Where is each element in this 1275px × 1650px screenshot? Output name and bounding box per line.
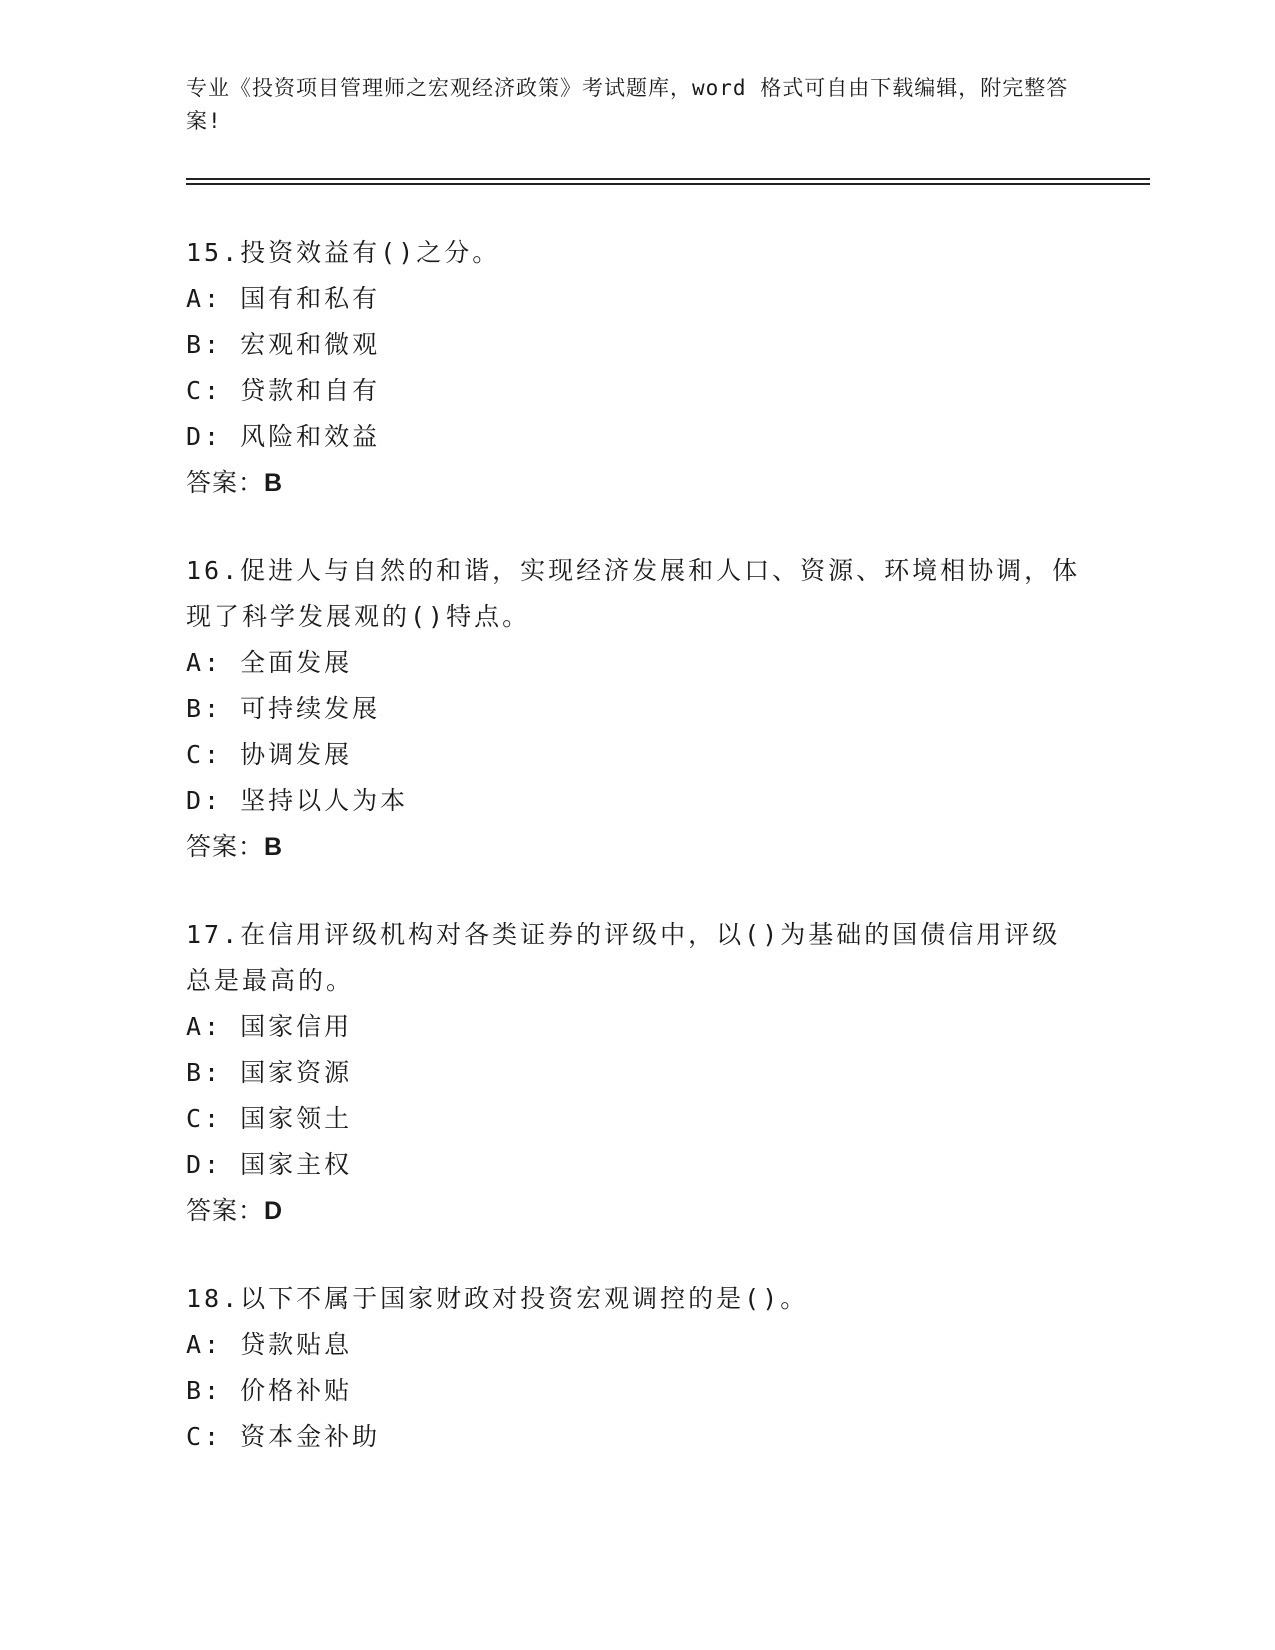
option-a: A: 贷款贴息 bbox=[186, 1330, 353, 1359]
option-c: C: 国家领土 bbox=[186, 1104, 353, 1133]
answer-value: D bbox=[264, 1197, 284, 1225]
option-c: C: 协调发展 bbox=[186, 740, 353, 769]
option-a: A: 全面发展 bbox=[186, 648, 353, 677]
option-c: C: 资本金补助 bbox=[186, 1422, 381, 1451]
option-a: A: 国家信用 bbox=[186, 1012, 353, 1041]
question-16 bbox=[186, 548, 1086, 870]
option-d: D: 国家主权 bbox=[186, 1150, 353, 1179]
question-stem: 17.在信用评级机构对各类证券的评级中，以()为基础的国债信用评级总是最高的。 bbox=[186, 920, 1061, 995]
option-c: C: 贷款和自有 bbox=[186, 376, 381, 405]
option-b: B: 国家资源 bbox=[186, 1058, 353, 1087]
option-b: B: 宏观和微观 bbox=[186, 330, 381, 359]
document-header bbox=[186, 72, 1086, 138]
answer-label: 答案： bbox=[186, 832, 265, 861]
answer-line bbox=[186, 1188, 1086, 1234]
answer-line bbox=[186, 460, 1086, 506]
question-stem: 18.以下不属于国家财政对投资宏观调控的是()。 bbox=[186, 1284, 809, 1313]
option-b: B: 价格补贴 bbox=[186, 1376, 353, 1405]
question-18 bbox=[186, 1276, 1086, 1460]
question-17 bbox=[186, 912, 1086, 1234]
option-a: A: 国有和私有 bbox=[186, 284, 381, 313]
question-15 bbox=[186, 230, 1086, 506]
option-b: B: 可持续发展 bbox=[186, 694, 381, 723]
answer-label: 答案： bbox=[186, 1196, 265, 1225]
option-d: D: 坚持以人为本 bbox=[186, 786, 409, 815]
question-stem: 16.促进人与自然的和谐，实现经济发展和人口、资源、环境相协调，体现了科学发展观的()特点。 bbox=[186, 556, 1081, 631]
header-title-text: 专业《投资项目管理师之宏观经济政策》考试题库，word 格式可自由下载编辑，附完整答案! bbox=[186, 76, 1069, 133]
question-list bbox=[186, 230, 1086, 1502]
answer-value: B bbox=[264, 469, 284, 497]
question-stem: 15.投资效益有()之分。 bbox=[186, 238, 501, 267]
answer-line bbox=[186, 824, 1086, 870]
header-divider-bottom bbox=[186, 183, 1150, 185]
answer-value: B bbox=[264, 833, 284, 861]
answer-label: 答案： bbox=[186, 468, 265, 497]
header-divider-top bbox=[186, 178, 1150, 180]
option-d: D: 风险和效益 bbox=[186, 422, 381, 451]
